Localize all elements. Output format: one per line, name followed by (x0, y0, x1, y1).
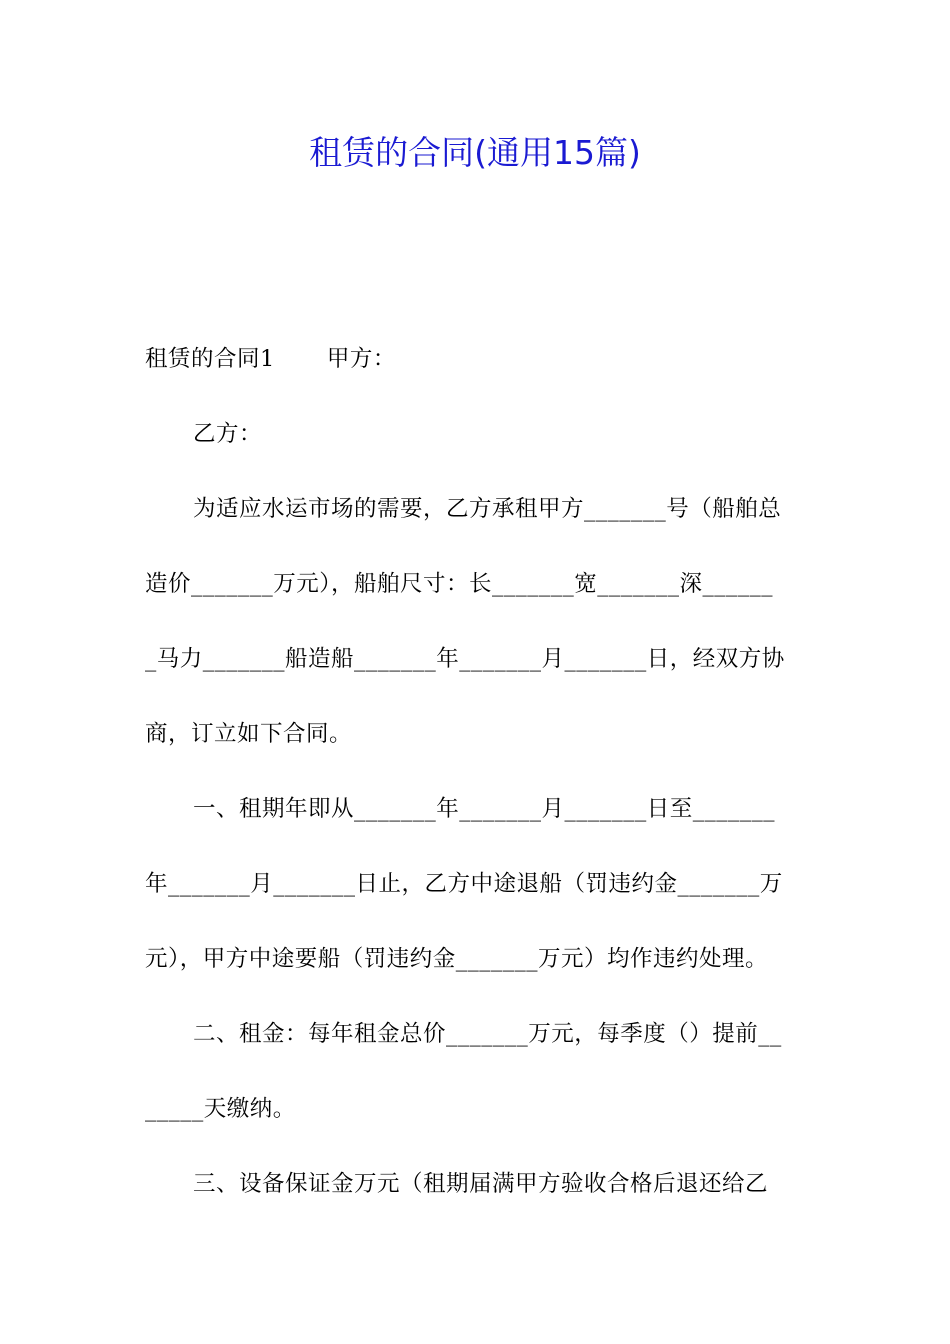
paragraph-line: 为适应水运市场的需要，乙方承租甲方_______号（船舶总 (193, 496, 782, 522)
heading-line (145, 322, 807, 397)
paragraph-line: _马力_______船造船_______年_______月_______日，经双方协 (145, 646, 785, 672)
contract-heading: 租赁的合同1 (145, 346, 275, 372)
paragraph-line: 一、租期年即从_______年_______月_______日至_______ (193, 796, 776, 822)
document-title: 租赁的合同(通用15篇) (309, 133, 641, 172)
party-a-label: 甲方： (326, 346, 396, 372)
document-body (145, 322, 807, 1222)
paragraph-line: 二、租金：每年租金总价_______万元，每季度（）提前__ (193, 1021, 782, 1047)
paragraph-line: 乙方： (193, 421, 263, 447)
paragraph-line: 造价_______万元），船舶尺寸：长_______宽_______深______ (145, 571, 774, 597)
paragraph-line: _____天缴纳。 (145, 1096, 296, 1122)
paragraph-line: 商，订立如下合同。 (145, 721, 353, 747)
paragraph-line: 元），甲方中途要船（罚违约金_______万元）均作违约处理。 (145, 946, 769, 972)
paragraph-line: 三、设备保证金万元（租期届满甲方验收合格后退还给乙 (193, 1171, 769, 1197)
paragraph-line: 年_______月_______日止，乙方中途退船（罚违约金_______万 (145, 871, 783, 897)
